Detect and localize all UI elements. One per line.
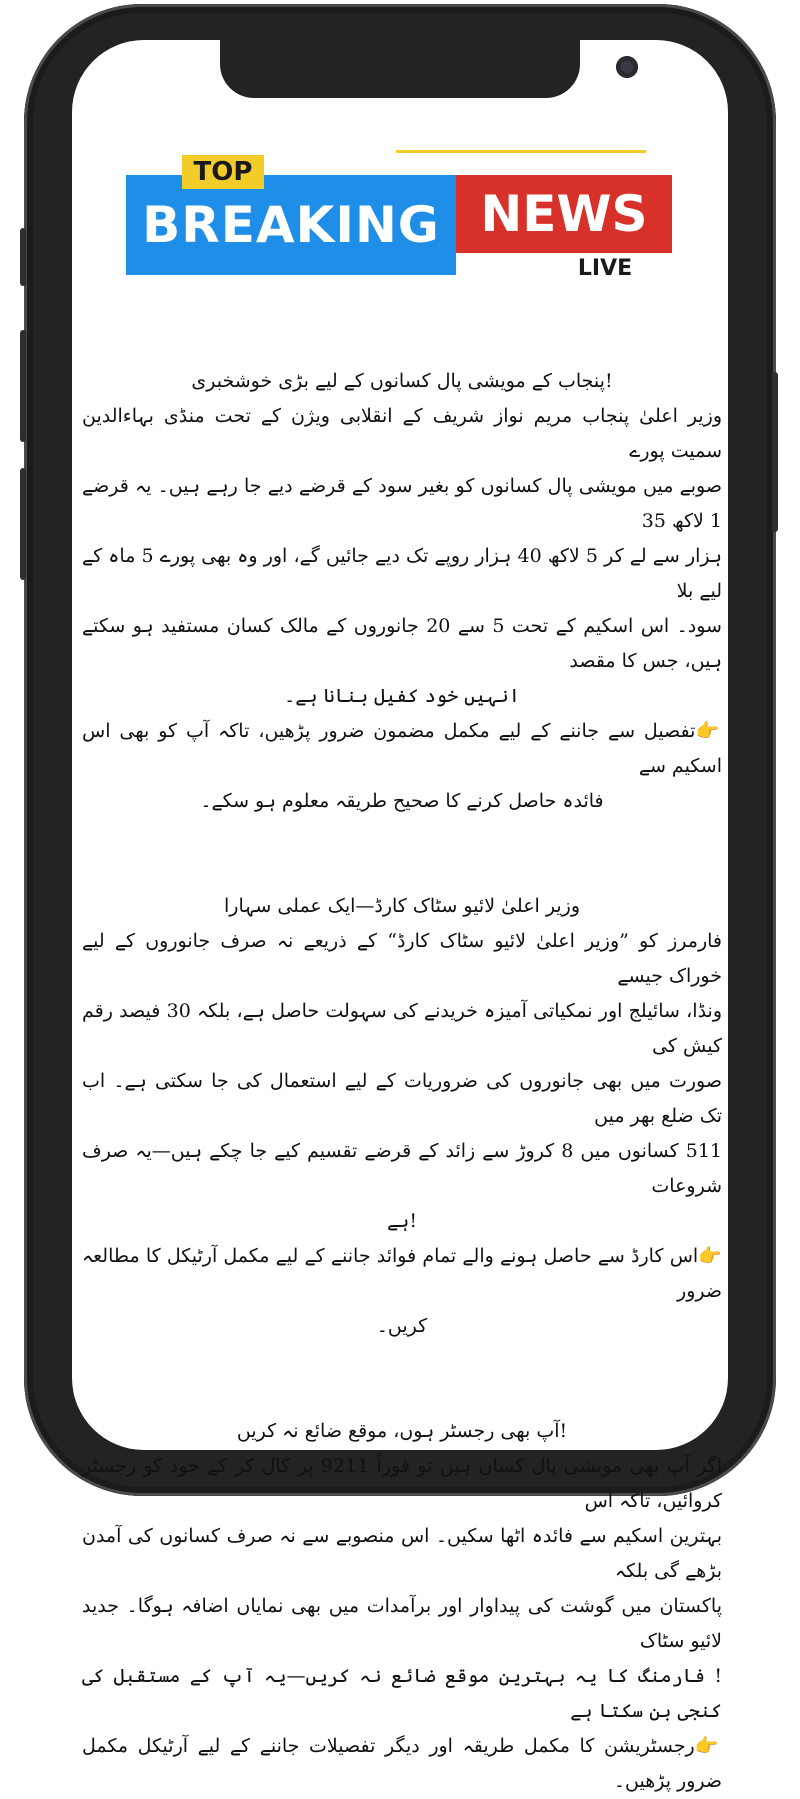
pointing-hand-icon: 👉 (694, 1735, 722, 1757)
notch (220, 40, 580, 98)
logo-breaking-block: BREAKING (126, 175, 456, 275)
paragraph-line: !ہے (387, 1210, 417, 1232)
paragraph-line: انہیں خود کفیل بنانا ہے۔ (284, 685, 520, 707)
section-paragraph (82, 1449, 722, 1729)
pointing-hand-icon: 👉 (698, 1245, 722, 1267)
callout-line (82, 714, 722, 784)
callout-text: اس کارڈ سے حاصل ہونے والے تمام فوائد جاننے کے لیے مکمل آرٹیکل کا مطالعہ ضرور (82, 1245, 722, 1302)
paragraph-line: صوبے میں مویشی پال کسانوں کو بغیر سود کے قرضے دیے جا رہے ہیں۔ یہ قرضے 1 لاکھ 35 (82, 475, 722, 532)
callout-text: تفصیل سے جاننے کے لیے مکمل مضمون ضرور پڑھیں، تاکہ آپ کو بھی اس اسکیم سے (82, 720, 722, 777)
callout-line: فائدہ حاصل کرنے کا صحیح طریقہ معلوم ہو سکے۔ (200, 790, 604, 812)
read-more-callout (82, 1239, 722, 1344)
paragraph-line: ! فارمنگ کا یہ بہترین موقع ضائع نہ کریں—یہ آپ کے مستقبل کی کنجی بن سکتا ہے (82, 1665, 722, 1722)
paragraph-line: بہترین اسکیم سے فائدہ اٹھا سکیں۔ اس منصوبے سے نہ صرف کسانوں کی آمدن بڑھے گی بلکہ (82, 1525, 722, 1582)
section-heading: !آپ بھی رجسٹر ہوں، موقع ضائع نہ کریں (236, 1420, 568, 1442)
front-camera-icon (616, 56, 638, 78)
logo-news-block: NEWS (456, 175, 672, 253)
callout-text: رجسٹریشن کا مکمل طریقہ اور دیگر تفصیلات جاننے کے لیے آرٹیکل مکمل ضرور پڑھیں۔ (82, 1735, 722, 1792)
section-heading: !پنجاب کے مویشی پال کسانوں کے لیے بڑی خوشخبری (191, 370, 613, 392)
section-heading: وزیر اعلیٰ لائیو سٹاک کارڈ—ایک عملی سہارا (223, 895, 580, 917)
paragraph-line: پاکستان میں گوشت کی پیداوار اور برآمدات میں بھی نمایاں اضافہ ہوگا۔ جدید لائیو سٹاک (82, 1595, 722, 1652)
volume-up-button (20, 330, 26, 442)
article-body (82, 364, 722, 1799)
section-spacer (82, 1344, 722, 1414)
read-more-callout (82, 1729, 722, 1799)
section-paragraph (82, 924, 722, 1239)
paragraph-line: ہزار سے لے کر 5 لاکھ 40 ہزار روپے تک دیے جائیں گے، اور وہ بھی پورے 5 ماہ کے لیے بلا (82, 545, 723, 602)
paragraph-line: 511 کسانوں میں 8 کروڑ سے زائد کے قرضے تقسیم کیے جا چکے ہیں—یہ صرف شروعات (82, 1140, 722, 1197)
callout-line: کریں۔ (376, 1315, 428, 1337)
paragraph-line: سود۔ اس اسکیم کے تحت 5 سے 20 جانوروں کے مالک کسان مستفید ہو سکتے ہیں، جس کا مقصد (82, 615, 722, 672)
paragraph-line: وزیر اعلیٰ پنجاب مریم نواز شریف کے انقلابی ویژن کے تحت منڈی بہاءالدین سمیت پورے (82, 405, 722, 462)
volume-down-button (20, 468, 26, 580)
logo-accent-line (396, 150, 646, 153)
paragraph-line: فارمرز کو ”وزیر اعلیٰ لائیو سٹاک کارڈ“ کے ذریعے نہ صرف جانوروں کے لیے خوراک جیسے (82, 930, 722, 987)
callout-line (82, 1239, 722, 1309)
power-button (772, 372, 778, 532)
section-paragraph (82, 399, 722, 714)
breaking-news-logo (126, 150, 672, 290)
mute-switch (20, 228, 26, 286)
callout-line (82, 1729, 722, 1799)
paragraph-line: ونڈا، سائیلج اور نمکیاتی آمیزہ خریدنے کی سہولت حاصل ہے، بلکہ 30 فیصد رقم کیش کی (82, 1000, 723, 1057)
section-spacer (82, 819, 722, 889)
logo-top-tag: TOP (182, 155, 264, 189)
pointing-hand-icon: 👉 (695, 720, 722, 742)
paragraph-line: اگر آپ بھی مویشی پال کسان ہیں تو فوراً 9211 پر کال کر کے خود کو رجسٹر کروائیں، تاکہ اس (82, 1455, 722, 1512)
read-more-callout (82, 714, 722, 819)
paragraph-line: صورت میں بھی جانوروں کی ضروریات کے لیے استعمال کی جا سکتی ہے۔ اب تک ضلع بھر میں (82, 1070, 722, 1127)
logo-live-tag: LIVE (538, 253, 672, 283)
